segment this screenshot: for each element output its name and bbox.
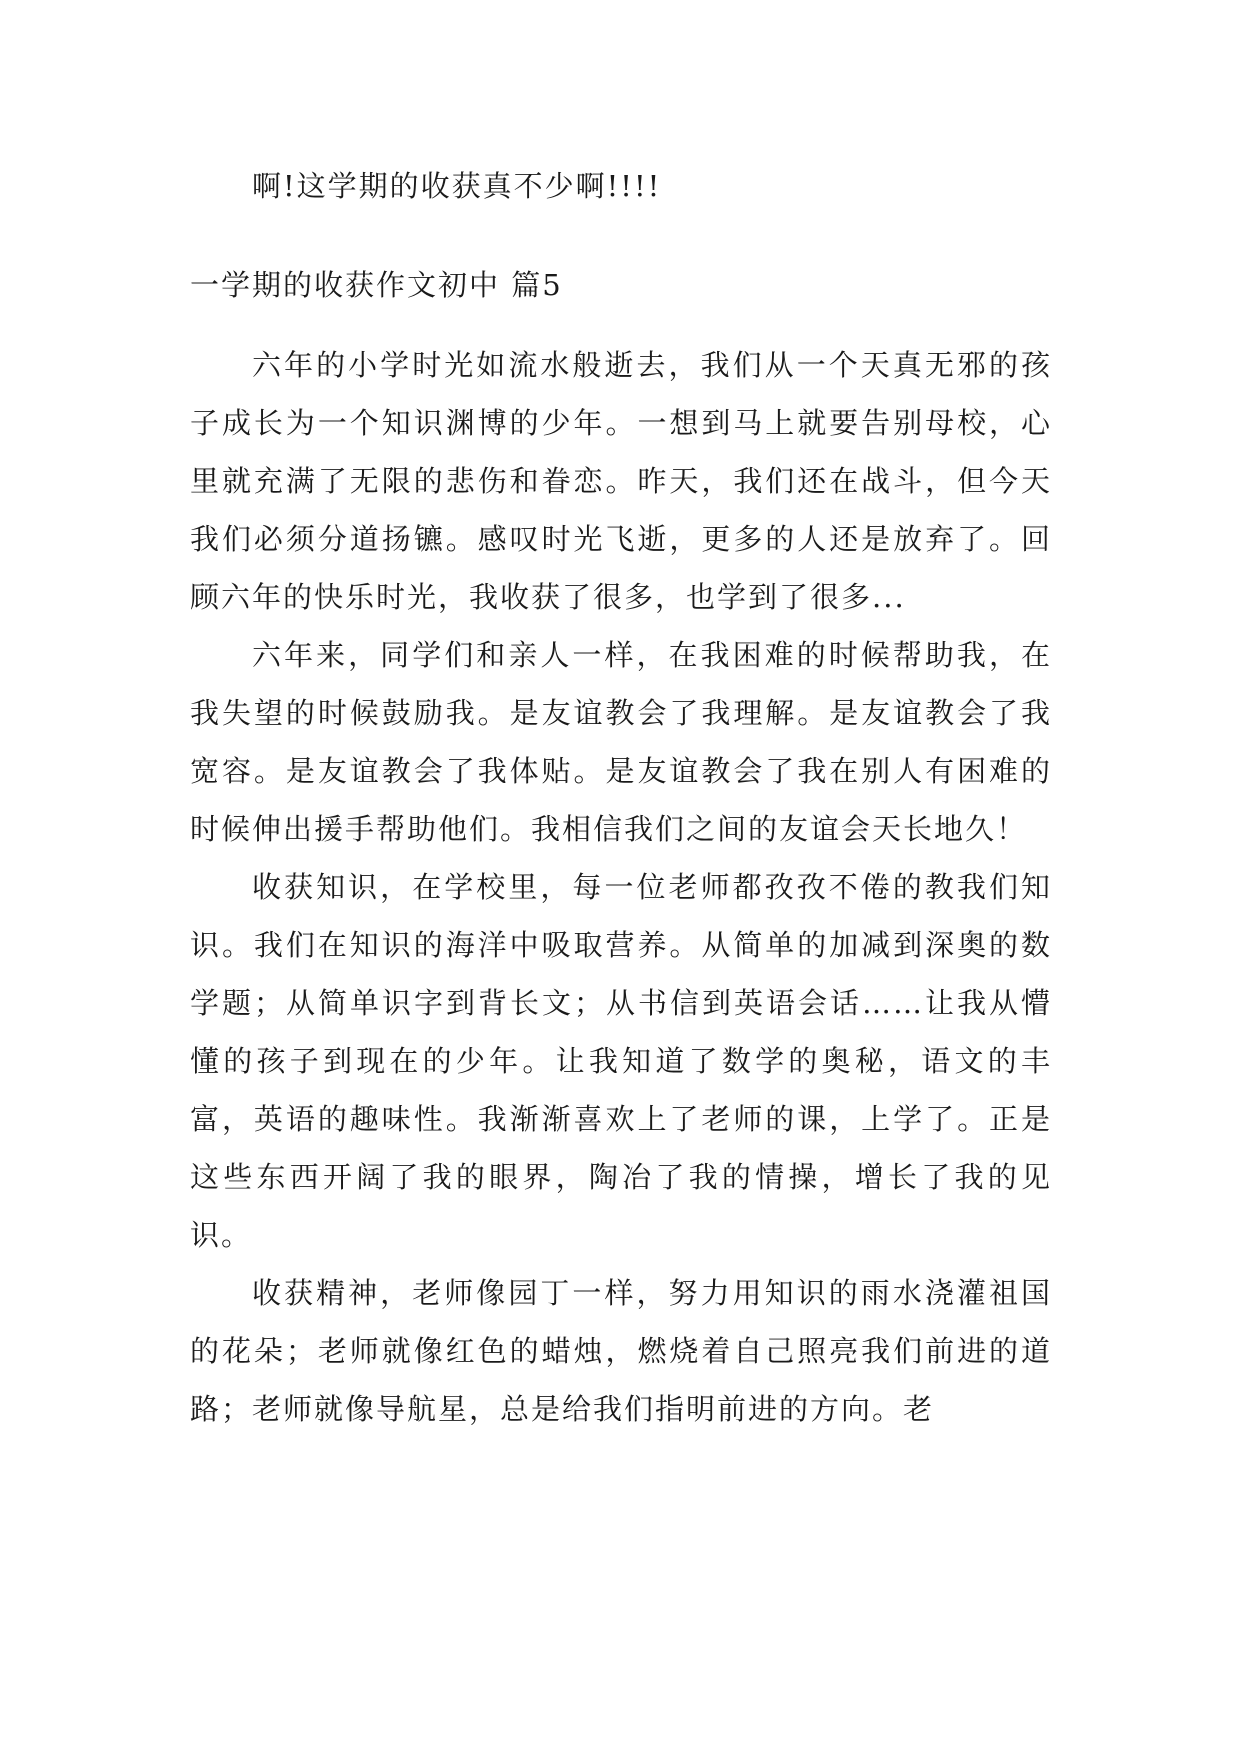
intro-line: 啊!这学期的收获真不少啊!!!!: [252, 169, 662, 203]
section-heading: 一学期的收获作文初中 篇5: [190, 268, 563, 302]
paragraph: 收获知识，在学校里，每一位老师都孜孜不倦的教我们知识。我们在知识的海洋中吸取营养。从简单的加减到深奥的数学题；从简单识字到背长文；从书信到英语会话……让我从懵懂的孩子到现在的少年。让我知道了数学的奥秘，语文的丰富，英语的趣味性。我渐渐喜欢上了老师的课，上学了。正是这些东西开阔了我的眼界，陶冶了我的情操，增长了我的见识。: [190, 870, 1052, 1252]
section-heading-block: [190, 256, 1052, 314]
intro-block: [190, 157, 1052, 215]
paragraph: 六年来，同学们和亲人一样，在我困难的时候帮助我，在我失望的时候鼓励我。是友谊教会了我理解。是友谊教会了我宽容。是友谊教会了我体贴。是友谊教会了我在别人有困难的时候伸出援手帮助他们。我相信我们之间的友谊会天长地久！: [190, 638, 1052, 846]
paragraph: 收获精神，老师像园丁一样，努力用知识的雨水浇灌祖国的花朵；老师就像红色的蜡烛，燃烧着自己照亮我们前进的道路；老师就像导航星，总是给我们指明前进的方向。老: [190, 1276, 1052, 1426]
article-body: [190, 336, 1052, 1438]
paragraph: 六年的小学时光如流水般逝去，我们从一个天真无邪的孩子成长为一个知识渊博的少年。一想到马上就要告别母校，心里就充满了无限的悲伤和眷恋。昨天，我们还在战斗，但今天我们必须分道扬镳。感叹时光飞逝，更多的人还是放弃了。回顾六年的快乐时光，我收获了很多，也学到了很多...: [190, 348, 1052, 614]
